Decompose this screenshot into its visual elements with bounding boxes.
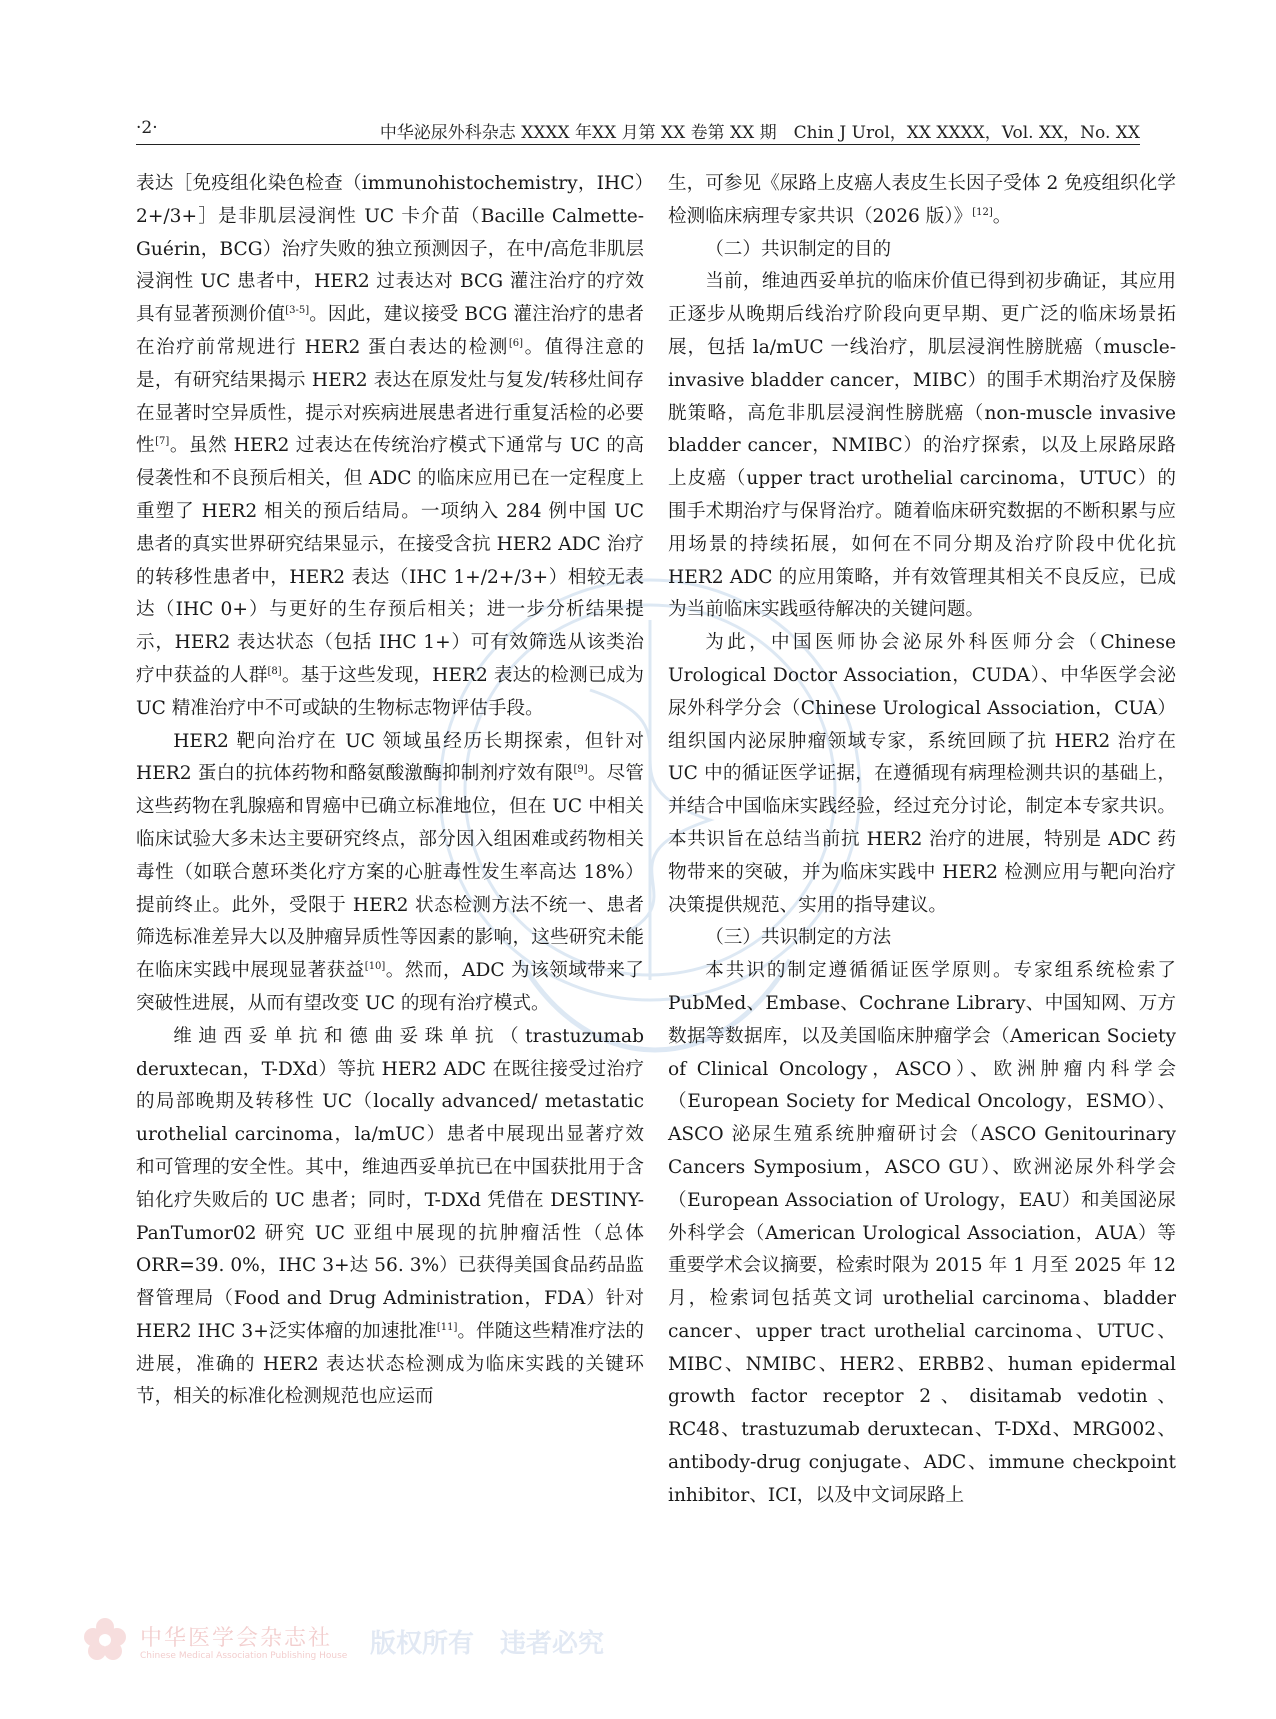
publisher-footer bbox=[80, 1615, 640, 1675]
publisher-name-en: Chinese Medical Association Publishing House bbox=[140, 1651, 348, 1661]
left-column bbox=[136, 168, 644, 1414]
body-paragraph: 表达［免疫组化染色检查（immunohistochemistry，IHC）2+/3+］是非肌层浸润性 UC 卡介苗（Bacille Calmette-Guérin，BCG）治疗失败的独立预测因子，在中/高危非肌层浸润性 UC 患者中，HER2 过表达对 BCG 灌注治疗的疗效具有显著预测价值[3-5]。因此，建议接受 BCG 灌注治疗的患者在治疗前常规进行 HER2 蛋白表达的检测[6]。值得注意的是，有研究结果揭示 HER2 表达在原发灶与复发/转移灶间存在显著时空异质性，提示对疾病进展患者进行重复活检的必要性[7]。虽然 HER2 过表达在传统治疗模式下通常与 UC 的高侵袭性和不良预后相关，但 ADC 的临床应用已在一定程度上重塑了 HER2 相关的预后结局。一项纳入 284 例中国 UC 患者的真实世界研究结果显示，在接受含抗 HER2 ADC 治疗的转移性患者中，HER2 表达（IHC 1+/2+/3+）相较无表达（IHC 0+）与更好的生存预后相关；进一步分析结果提示，HER2 表达状态（包括 IHC 1+）可有效筛选从该类治疗中获益的人群[8]。基于这些发现，HER2 表达的检测已成为 UC 精准治疗中不可或缺的生物标志物评估手段。 bbox=[136, 173, 644, 719]
body-paragraph: HER2 靶向治疗在 UC 领域虽经历长期探索，但针对 HER2 蛋白的抗体药物和酪氨酸激酶抑制剂疗效有限[9]。尽管这些药物在乳腺癌和胃癌中已确立标准地位，但在 UC 中相关临床试验大多未达主要研究终点，部分因入组困难或药物相关毒性（如联合蒽环类化疗方案的心脏毒性发生率高达 18%）提前终止。此外，受限于 HER2 状态检测方法不统一、患者筛选标准差异大以及肿瘤异质性等因素的影响，这些研究未能在临床实践中展现显著获益[10]。然而，ADC 为该领域带来了突破性进展，从而有望改变 UC 的现有治疗模式。 bbox=[136, 730, 644, 1014]
section-heading: （二）共识制定的目的 bbox=[705, 238, 892, 260]
citation-ref: [11] bbox=[436, 1321, 458, 1333]
body-paragraph: 为此，中国医师协会泌尿外科医师分会（Chinese Urological Doctor Association，CUDA）、中华医学会泌尿外科学分会（Chinese Urological Association，CUA）组织国内泌尿肿瘤领域专家，系统回顾了抗 HER2 治疗在 UC 中的循证医学证据，在遵循现有病理检测共识的基础上，并结合中国临床实践经验，经过充分讨论，制定本专家共识。本共识旨在总结当前抗 HER2 治疗的进展，特别是 ADC 药物带来的突破，并为临床实践中 HER2 检测应用与靶向治疗决策提供规范、实用的指导建议。 bbox=[668, 632, 1176, 916]
citation-ref: [9] bbox=[573, 764, 588, 776]
citation-ref: [12] bbox=[972, 206, 993, 218]
right-column bbox=[668, 168, 1176, 1513]
copyright-tag: 版权所有 bbox=[370, 1629, 475, 1659]
publisher-name: 中华医学会杂志社 bbox=[140, 1626, 333, 1651]
body-paragraph: 维迪西妥单抗和德曲妥珠单抗（trastuzumab deruxtecan，T-DXd）等抗 HER2 ADC 在既往接受过治疗的局部晚期及转移性 UC（locally advanced/ metastatic urothelial carcinoma，la/mUC）患者中展现出显著疗效和可管理的安全性。其中，维迪西妥单抗已在中国获批用于含铂化疗失败后的 UC 患者；同时，T-DXd 凭借在 DESTINY-PanTumor02 研究 UC 亚组中展现的抗肿瘤活性（总体 ORR=39. 0%，IHC 3+达 56. 3%）已获得美国食品药品监督管理局（Food and Drug Administration，FDA）针对 HER2 IHC 3+泛实体瘤的加速批准[11]。伴随这些精准疗法的进展，准确的 HER2 表达状态检测成为临床实践的关键环节，相关的标准化检测规范也应运而 bbox=[136, 1025, 644, 1408]
page-number: ·2· bbox=[136, 118, 158, 138]
citation-ref: [7] bbox=[155, 436, 170, 448]
body-paragraph: 生，可参见《尿路上皮癌人表皮生长因子受体 2 免疫组织化学检测临床病理专家共识（2026 版）》[12]。 bbox=[668, 173, 1176, 227]
infringement-tag: 违者必究 bbox=[500, 1629, 605, 1659]
journal-citation: 中华泌尿外科杂志 XXXX 年XX 月第 XX 卷第 XX 期 Chin J Urol，XX XXXX，Vol. XX，No. XX bbox=[379, 123, 1140, 143]
citation-ref: [3-5] bbox=[285, 305, 310, 317]
body-paragraph: 本共识的制定遵循循证医学原则。专家组系统检索了 PubMed、Embase、Cochrane Library、中国知网、万方数据等数据库，以及美国临床肿瘤学会（American Society of Clinical Oncology，ASCO）、欧洲肿瘤内科学会（European Society for Medical Oncology，ESMO）、ASCO 泌尿生殖系统肿瘤研讨会（ASCO Genitourinary Cancers Symposium，ASCO GU）、欧洲泌尿外科学会（European Association of Urology，EAU）和美国泌尿外科学会（American Urological Association，AUA）等重要学术会议摘要，检索时限为 2015 年 1 月至 2025 年 12 月，检索词包括英文词 urothelial carcinoma、bladder cancer、upper tract urothelial carcinoma、UTUC、MIBC、NMIBC、HER2、ERBB2、human epidermal growth factor receptor 2、disitamab vedotin、RC48、trastuzumab deruxtecan、T-DXd、MRG002、antibody-drug conjugate、ADC、immune checkpoint inhibitor、ICI，以及中文词尿路上 bbox=[668, 960, 1176, 1506]
citation-ref: [10] bbox=[364, 961, 386, 973]
body-paragraph: 当前，维迪西妥单抗的临床价值已得到初步确证，其应用正逐步从晚期后线治疗阶段向更早期、更广泛的临床场景拓展，包括 la/mUC 一线治疗，肌层浸润性膀胱癌（muscle-invasive bladder cancer，MIBC）的围手术期治疗及保膀胱策略，高危非肌层浸润性膀胱癌（non-muscle invasive bladder cancer，NMIBC）的治疗探索，以及上尿路尿路上皮癌（upper tract urothelial carcinoma，UTUC）的围手术期治疗与保肾治疗。随着临床研究数据的不断积累与应用场景的持续拓展，如何在不同分期及治疗阶段中优化抗 HER2 ADC 的应用策略，并有效管理其相关不良反应，已成为当前临床实践亟待解决的关键问题。 bbox=[668, 271, 1176, 621]
citation-ref: [6] bbox=[508, 337, 524, 349]
section-heading: （三）共识制定的方法 bbox=[705, 927, 892, 949]
citation-ref: [8] bbox=[267, 665, 282, 677]
publisher-logo-icon bbox=[80, 1615, 130, 1665]
running-header bbox=[136, 114, 1140, 145]
